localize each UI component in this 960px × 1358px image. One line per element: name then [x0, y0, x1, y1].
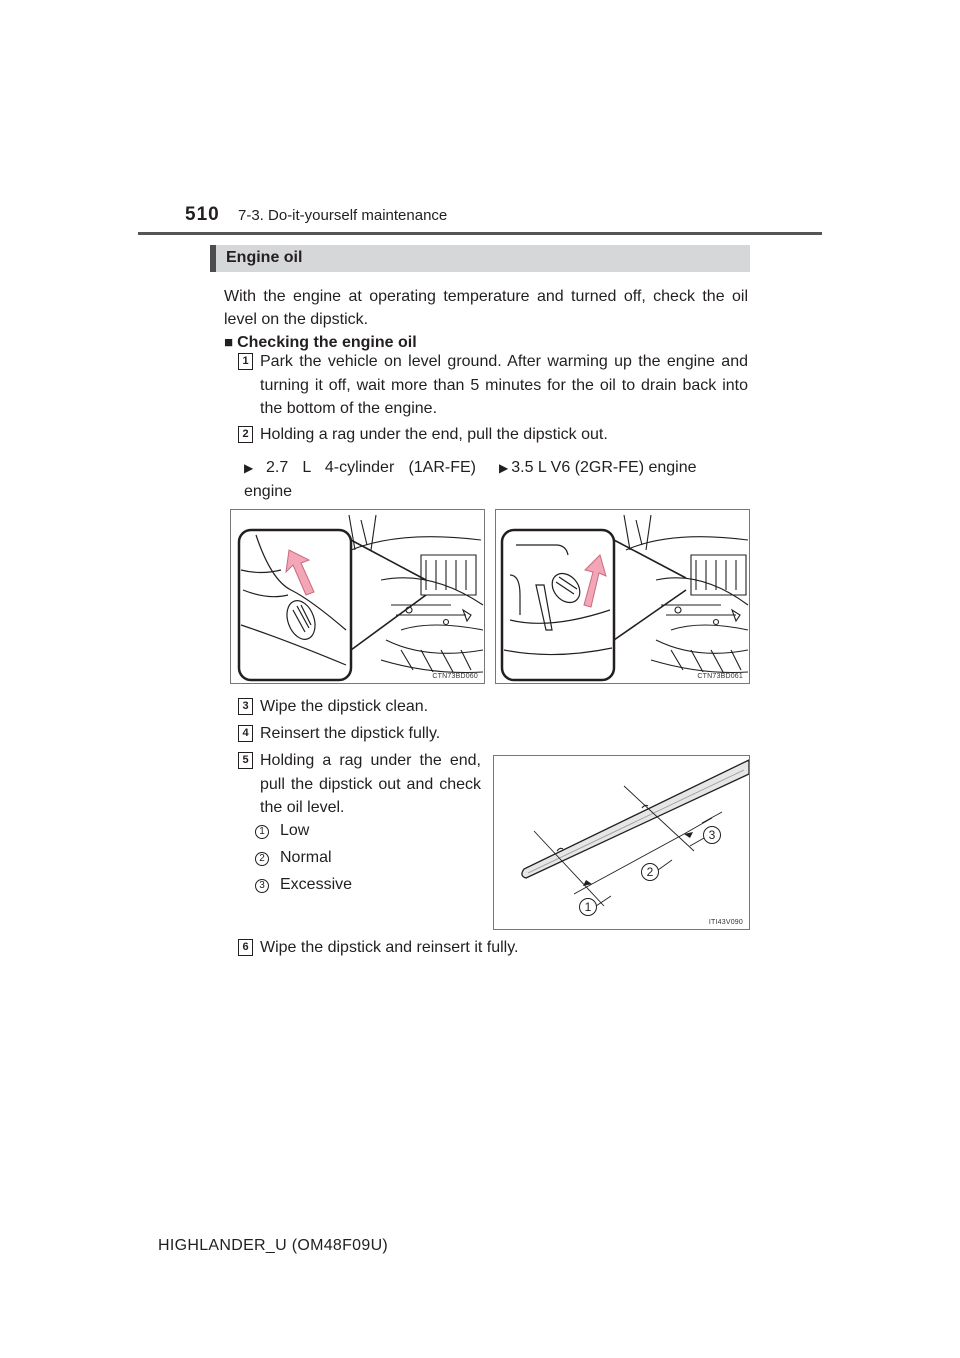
- step-number-3: 3: [238, 698, 253, 715]
- subheading-label: Checking the engine oil: [237, 334, 417, 351]
- engine-caption-right-text: 3.5 L V6 (2GR-FE) engine: [511, 459, 697, 476]
- section-heading-bar: [210, 245, 216, 272]
- legend-label-normal: Normal: [280, 849, 332, 866]
- figure-code-right: CTN73BD061: [697, 673, 743, 680]
- engine-caption-left: [244, 456, 476, 503]
- callout-3: 3: [708, 828, 716, 842]
- page-number: 510: [185, 204, 220, 225]
- section-title: 7-3. Do-it-yourself maintenance: [238, 207, 448, 224]
- intro-text: With the engine at operating temperature and turned off, check the oil level on the dipstick.: [224, 288, 748, 328]
- triangle-marker-icon: ▶: [499, 461, 509, 475]
- engine-4cyl-illustration: [231, 510, 485, 684]
- dipstick-illustration: [494, 756, 750, 930]
- legend-label-excessive: Excessive: [280, 876, 353, 893]
- step-number-5: 5: [238, 752, 253, 769]
- engine-v6-illustration: [496, 510, 750, 684]
- section-heading-label: Engine oil: [226, 249, 303, 266]
- step-text-6: Wipe the dipstick and reinsert it fully.: [260, 939, 519, 956]
- step-text-4: Reinsert the dipstick fully.: [260, 725, 441, 742]
- step-number-2: 2: [238, 426, 253, 443]
- step-number-1: 1: [238, 353, 253, 370]
- legend-number-2: 2: [255, 852, 269, 866]
- header-rule: [138, 232, 822, 235]
- section-heading: [210, 245, 750, 272]
- triangle-marker-icon: ▶: [244, 461, 263, 475]
- dipstick-figure: [493, 755, 750, 930]
- step-text-5: Holding a rag under the end, pull the dipstick out and check the oil level.: [260, 752, 481, 816]
- legend-number-1: 1: [255, 825, 269, 839]
- step-text-2: Holding a rag under the end, pull the dipstick out.: [260, 426, 608, 443]
- callout-2: 2: [646, 865, 654, 879]
- step-number-4: 4: [238, 725, 253, 742]
- engine-figure-right: [495, 509, 750, 684]
- step-text-3: Wipe the dipstick clean.: [260, 698, 429, 715]
- legend-label-low: Low: [280, 822, 310, 839]
- figure-code-dipstick: ITI43V090: [708, 919, 743, 926]
- step-number-6: 6: [238, 939, 253, 956]
- callout-1: 1: [584, 900, 592, 914]
- square-bullet-icon: ■: [224, 334, 234, 351]
- footer-model-code: HIGHLANDER_U (OM48F09U): [158, 1237, 389, 1254]
- step-text-1: Park the vehicle on level ground. After warming up the engine and turning it off, wait more than 5 minutes for the oil to drain back into the bottom of the engine.: [260, 353, 748, 417]
- engine-caption-left-text: 2.7 L 4-cylinder (1AR-FE) engine: [244, 459, 477, 500]
- legend-number-3: 3: [255, 879, 269, 893]
- engine-caption-right: [499, 456, 749, 480]
- figure-code-left: CTN73BD060: [432, 673, 478, 680]
- engine-figure-left: [230, 509, 485, 684]
